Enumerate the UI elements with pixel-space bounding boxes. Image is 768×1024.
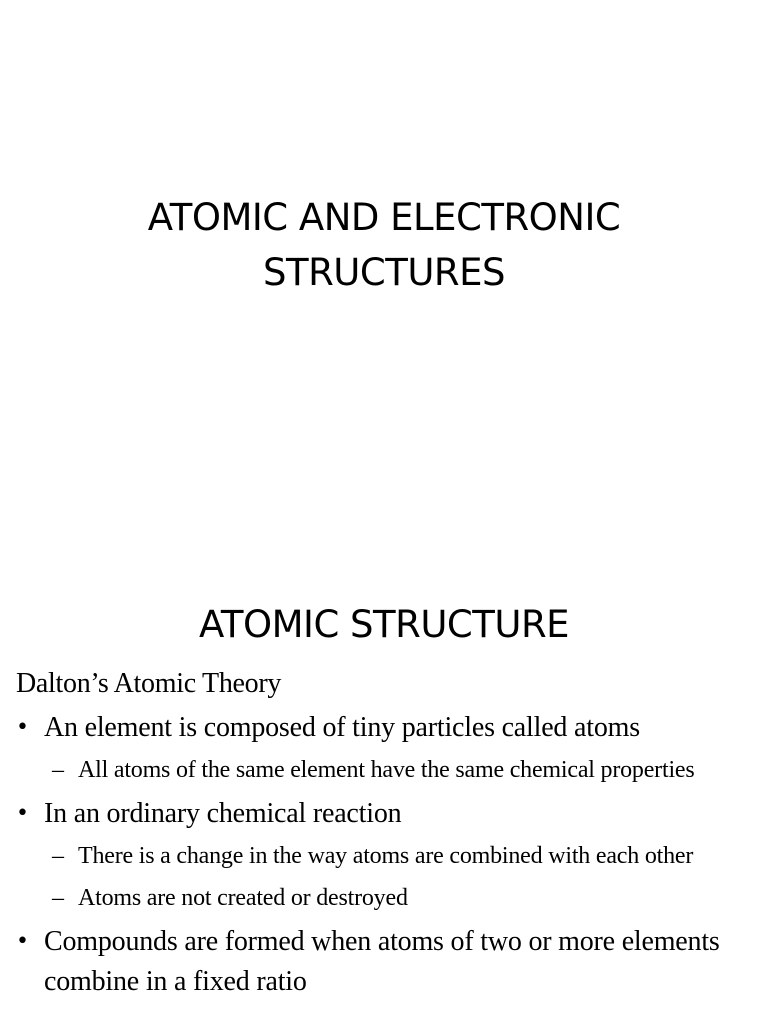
sub-bullet-text: There is a change in the way atoms are combined with each other bbox=[78, 843, 694, 869]
slide-title-heading bbox=[0, 190, 768, 300]
sub-bullet-marker: – bbox=[52, 843, 64, 869]
bullet-item bbox=[16, 708, 756, 748]
bullet-text: An element is composed of tiny particles called atoms bbox=[44, 712, 640, 743]
slide-heading: ATOMIC STRUCTURE bbox=[198, 603, 570, 646]
slide-body bbox=[16, 664, 756, 1006]
subheading: Dalton’s Atomic Theory bbox=[16, 668, 282, 699]
sub-bullet-item bbox=[16, 838, 756, 874]
bullet-text: In an ordinary chemical reaction bbox=[44, 798, 402, 829]
bullet-text: Compounds are formed when atoms of two or more elements combine in a fixed ratio bbox=[44, 926, 720, 997]
sub-bullet-item bbox=[16, 880, 756, 916]
bullet-marker: • bbox=[16, 801, 29, 826]
title-line-2: STRUCTURES bbox=[263, 251, 505, 294]
bullet-marker: • bbox=[16, 715, 29, 740]
bullet-marker: • bbox=[16, 929, 29, 954]
sub-bullet-item bbox=[16, 752, 756, 788]
bullet-item bbox=[16, 922, 756, 1002]
sub-bullet-text: Atoms are not created or destroyed bbox=[78, 885, 408, 911]
sub-bullet-marker: – bbox=[52, 885, 64, 911]
sub-bullet-text: All atoms of the same element have the same chemical properties bbox=[78, 757, 695, 783]
slide-atomic-structure bbox=[0, 576, 768, 1024]
bullet-item bbox=[16, 794, 756, 834]
sub-bullet-marker: – bbox=[52, 757, 64, 783]
title-line-1: ATOMIC AND ELECTRONIC bbox=[147, 196, 621, 239]
